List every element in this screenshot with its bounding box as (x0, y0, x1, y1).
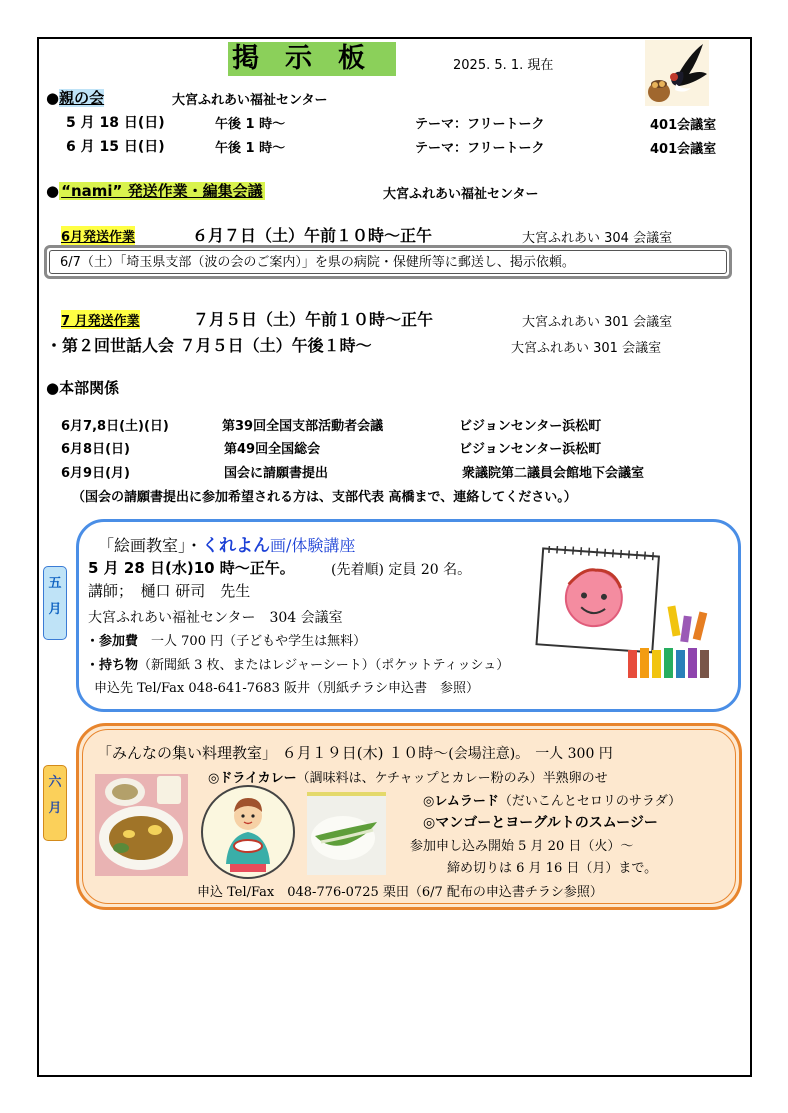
bullet: ● (46, 379, 60, 397)
may-contact: 申込先 Tel/Fax 048-641-7683 阪井（別紙チラシ申込書 参照） (94, 681, 480, 696)
bullet: ● (46, 182, 60, 200)
june-shipping-label: 6月発送作業 (61, 226, 135, 245)
nami-venue: 大宮ふれあい福祉センター (383, 187, 539, 202)
may-datetime: 5 月 28 日(水)10 時～正午。 (88, 559, 295, 577)
june-shipping-room: 大宮ふれあい 304 会議室 (522, 231, 673, 246)
july-shipping-room: 大宮ふれあい 301 会議室 (522, 315, 673, 330)
oya-heading: 親の会 (59, 89, 105, 107)
menu-2-name: ◎レムラード (423, 794, 499, 809)
honbu-event-3: 国会に請願書提出 (224, 466, 329, 481)
oya-heading-row (46, 87, 104, 108)
may-title-kureyon: くれよん (202, 536, 271, 556)
may-capacity: (先着順) 定員 20 名。 (331, 562, 472, 578)
oya-theme-1: テーマ：フリートーク (415, 117, 545, 132)
honbu-note: （国会の請願書提出に参加希望される方は、支部代表 高橋まで、連絡してください。） (72, 490, 577, 505)
honbu-heading: 本部関係 (59, 379, 120, 397)
honbu-event-2: 第49回全国総会 (224, 442, 321, 457)
honbu-date-3: 6月9日(月) (61, 466, 130, 481)
oya-venue: 大宮ふれあい福祉センター (172, 93, 328, 108)
may-items: （新聞紙 3 枚、またはレジャーシート）（ポケットティッシュ） (138, 658, 510, 673)
oya-room-1: 401会議室 (650, 118, 717, 133)
bullet: ● (46, 89, 60, 107)
june-caution: (会場注意)。 (448, 746, 530, 762)
may-items-row (86, 654, 509, 673)
oya-theme-2: テーマ：フリートーク (415, 141, 545, 156)
notice-text: 6/7（土）「埼玉県支部（波の会のご案内）」を県の病院・保健所等に郵送し、掲示依頼。 (49, 250, 727, 274)
june-fee: 一人 300 円 (535, 746, 613, 762)
may-venue: 大宮ふれあい福祉センター 304 会議室 (88, 610, 343, 626)
as-of-date: 2025. 5. 1. 現在 (453, 58, 554, 73)
tab-char: 六 (48, 775, 62, 790)
may-items-label: ・持ち物 (86, 658, 139, 673)
may-fee-row (86, 630, 366, 649)
tab-char: 月 (48, 801, 62, 816)
crayon-drawing-illustration (532, 546, 722, 682)
june-tab (43, 765, 67, 841)
june-contact: 申込 Tel/Fax 048-776-0725 栗田（6/7 配布の申込書チラシ参照） (197, 885, 603, 900)
may-teacher: 講師； 樋口 研司 先生 (88, 582, 251, 600)
menu-2 (423, 790, 681, 809)
nami-heading: “nami” 発送作業・編集会議 (61, 182, 263, 200)
may-title (98, 531, 355, 556)
cook-illustration (200, 784, 296, 880)
oya-time-1: 午後 1 時～ (215, 117, 286, 132)
may-tab (43, 566, 67, 640)
july-shipping-label: 7 月発送作業 (61, 310, 140, 329)
july-shipping-time: ７月５日（土）午前１０時～正午 (193, 310, 434, 329)
june-shipping-time: ６月７日（土）午前１０時～正午 (192, 226, 433, 245)
menu-3: ◎マンゴーとヨーグルトのスムージー (423, 815, 658, 831)
june-start: 参加申し込み開始 5 月 20 日（火）～ (410, 839, 634, 854)
tab-char: 五 (48, 576, 62, 591)
oya-date-2: 6 月 15 日(日) (66, 139, 165, 155)
may-title-a: 「絵画教室」・ (98, 536, 203, 555)
menu-1-desc: （調味料は、ケチャップとカレー粉のみ）半熟卵のせ (296, 771, 608, 786)
page-title: 掲示板 (228, 42, 396, 76)
oya-time-2: 午後 1 時～ (215, 141, 286, 156)
honbu-place-1: ビジョンセンター浜松町 (459, 419, 602, 434)
may-fee-label: ・参加費 (86, 634, 139, 649)
sewanin-meeting: ・第２回世話人会 ７月５日（土）午後１時～ (46, 336, 372, 355)
may-fee: 一人 700 円（子どもや学生は無料） (138, 634, 367, 649)
honbu-place-2: ビジョンセンター浜松町 (459, 442, 602, 457)
june-title-row (97, 742, 613, 763)
may-title-c: 画/体験講座 (270, 536, 356, 555)
tab-char: 月 (48, 602, 62, 617)
honbu-event-1: 第39回全国支部活動者会議 (222, 419, 384, 434)
menu-1-name: ◎ドライカレー (208, 771, 297, 786)
june-deadline: 締め切りは 6 月 16 日（月）まで。 (447, 861, 658, 876)
swallow-illustration (645, 40, 709, 106)
salad-photo (307, 792, 386, 875)
sewanin-room: 大宮ふれあい 301 会議室 (511, 341, 662, 356)
honbu-date-2: 6月8日(日) (61, 442, 130, 457)
honbu-date-1: 6月7,8日(土)(日) (61, 419, 169, 434)
notice-box (44, 245, 732, 279)
honbu-heading-row (46, 377, 119, 398)
nami-heading-row (46, 180, 265, 201)
honbu-place-3: 衆議院第二議員会館地下会議室 (462, 466, 645, 481)
oya-date-1: 5 月 18 日(日) (66, 115, 165, 131)
oya-room-2: 401会議室 (650, 142, 717, 157)
curry-photo (95, 774, 188, 876)
june-title: 「みんなの集い料理教室」 ６月１９日(木) １０時～ (97, 744, 449, 762)
menu-2-desc: （だいこんとセロリのサラダ） (498, 794, 682, 809)
